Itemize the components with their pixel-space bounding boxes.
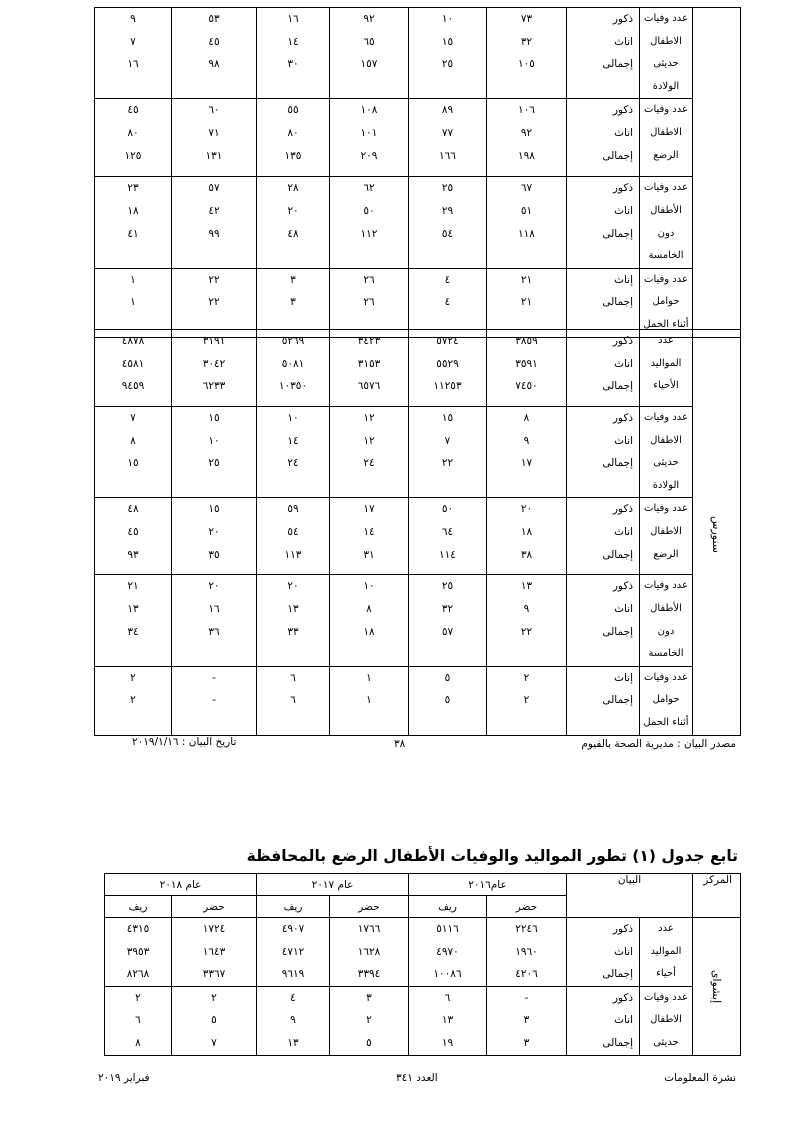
- value-cell: ٥٩ ٥٤ ١١٣: [257, 498, 330, 575]
- value-cell: ٦٢ ٥٠ ١١٢: [330, 177, 409, 268]
- value-cell: ٥٧ ٤٢ ٩٩: [172, 177, 257, 268]
- indicator-cell: عدد وفيات حوامل أثناء الحمل: [640, 268, 693, 337]
- value-cell: ٢ ٦ ٨: [105, 986, 172, 1055]
- footer-date: فبراير ٢٠١٩: [98, 1072, 150, 1084]
- bottom-table: [104, 873, 741, 1056]
- indicator-cell: عدد المواليد أحياء: [640, 918, 693, 987]
- sex-cell: ذكور اناث إجمالى: [567, 99, 640, 177]
- value-cell: ٤٨ ٤٥ ٩٣: [95, 498, 172, 575]
- rural-header: ريف: [257, 896, 330, 918]
- value-cell: ١٠ ١٥ ٢٥: [409, 8, 487, 99]
- urban-header: حضر: [487, 896, 567, 918]
- value-cell: ١٦ ١٤ ٣٠: [257, 8, 330, 99]
- value-cell: ٢٠ ١٣ ٣٣: [257, 575, 330, 666]
- value-cell: ١٠٦ ٩٢ ١٩٨: [487, 99, 567, 177]
- value-cell: ٧٣ ٣٢ ١٠٥: [487, 8, 567, 99]
- indicator-cell: عدد وفيات الاطفال حديثى: [640, 986, 693, 1055]
- indicator-cell: عدد وفيات الاطفال الرضع: [640, 99, 693, 177]
- value-cell: ٤٩٠٧ ٤٧١٢ ٩٦١٩: [257, 918, 330, 987]
- footer-issue: العدد ٣٤١: [396, 1072, 438, 1084]
- value-cell: ١٥ ١٠ ٢٥: [172, 407, 257, 498]
- sex-cell: إناث إجمالى: [567, 268, 640, 337]
- value-cell: ٥ ٥: [409, 666, 487, 735]
- indicator-cell: عدد وفيات حوامل أثناء الحمل: [640, 666, 693, 735]
- sex-cell: إناث إجمالى: [567, 666, 640, 735]
- value-cell: ١٠٨ ١٠١ ٢٠٩: [330, 99, 409, 177]
- statement-header: البيان: [567, 874, 693, 918]
- sex-cell: ذكور اناث إجمالى: [567, 918, 640, 987]
- center-cell: [693, 918, 741, 1056]
- value-cell: ٥٢٦٩ ٥٠٨١ ١٠٣٥٠: [257, 330, 330, 407]
- value-cell: ١٣ ٩ ٢٢: [487, 575, 567, 666]
- value-cell: ٢١ ٢١: [487, 268, 567, 337]
- center-name: إبشواى: [710, 969, 723, 1003]
- source-caption: مصدر البيان : مديرية الصحة بالفيوم: [581, 738, 736, 750]
- sex-cell: ذكور اناث إجمالى: [567, 8, 640, 99]
- center-cell: [693, 330, 741, 736]
- top-table-part-1: [94, 7, 741, 338]
- value-cell: ٩ ٧ ١٦: [95, 8, 172, 99]
- value-cell: - -: [172, 666, 257, 735]
- year-header-2017: عام ٢٠١٧: [257, 874, 409, 896]
- sex-cell: ذكور اناث إجمالى: [567, 330, 640, 407]
- table-title: تابع جدول (١) تطور المواليد والوفيات الأطفال الرضع بالمحافظة: [246, 847, 738, 865]
- value-cell: ٥٧٢٤ ٥٥٢٩ ١١٢٥٣: [409, 330, 487, 407]
- value-cell: ٢٣ ١٨ ٤١: [95, 177, 172, 268]
- value-cell: ٦ ١٣ ١٩: [409, 986, 487, 1055]
- value-cell: ١ ١: [330, 666, 409, 735]
- value-cell: ٦٧ ٥١ ١١٨: [487, 177, 567, 268]
- center-name: سنورس: [710, 515, 723, 553]
- indicator-cell: عدد وفيات الأطفال دون الخامسة: [640, 575, 693, 666]
- value-cell: ١٧٦٦ ١٦٢٨ ٣٣٩٤: [330, 918, 409, 987]
- value-cell: ٢ ٢: [487, 666, 567, 735]
- value-cell: ٣ ٢ ٥: [330, 986, 409, 1055]
- indicator-cell: عدد المواليد الأحياء: [640, 330, 693, 407]
- value-cell: ٢١ ١٣ ٣٤: [95, 575, 172, 666]
- value-cell: ٢٥ ٣٢ ٥٧: [409, 575, 487, 666]
- value-cell: ٨ ٩ ١٧: [487, 407, 567, 498]
- value-cell: ٤٣١٥ ٣٩٥٣ ٨٢٦٨: [105, 918, 172, 987]
- data-date-caption: تاريخ البيان : ٢٠١٩/١/١٦: [132, 736, 237, 748]
- urban-header: حضر: [172, 896, 257, 918]
- value-cell: ٥٣ ٤٥ ٩٨: [172, 8, 257, 99]
- value-cell: ٢٦ ٢٦: [330, 268, 409, 337]
- value-cell: ٢٠ ١٨ ٣٨: [487, 498, 567, 575]
- value-cell: ٥٠ ٦٤ ١١٤: [409, 498, 487, 575]
- rural-header: ريف: [409, 896, 487, 918]
- top-table-part-2: [94, 329, 741, 736]
- indicator-cell: عدد وفيات الاطفال حديثى الولادة: [640, 407, 693, 498]
- value-cell: ٤ ٩ ١٣: [257, 986, 330, 1055]
- indicator-cell: عدد وفيات الأطفال دون الخامسة: [640, 177, 693, 268]
- value-cell: ٢ ٢: [95, 666, 172, 735]
- value-cell: ٢٢ ٢٢: [172, 268, 257, 337]
- value-cell: ١٢ ١٢ ٢٤: [330, 407, 409, 498]
- value-cell: ١٧ ١٤ ٣١: [330, 498, 409, 575]
- value-cell: ٣٤٢٣ ٣١٥٣ ٦٥٧٦: [330, 330, 409, 407]
- indicator-cell: عدد وفيات الاطفال الرضع: [640, 498, 693, 575]
- sex-cell: ذكور اناث إجمالى: [567, 575, 640, 666]
- value-cell: ٥٥ ٨٠ ١٣٥: [257, 99, 330, 177]
- value-cell: ١ ١: [95, 268, 172, 337]
- value-cell: ٤٥ ٨٠ ١٢٥: [95, 99, 172, 177]
- sex-cell: ذكور اناث إجمالى: [567, 177, 640, 268]
- page-number: ٣٨: [394, 738, 406, 750]
- sex-cell: ذكور اناث إجمالى: [567, 498, 640, 575]
- value-cell: ١٠ ٨ ١٨: [330, 575, 409, 666]
- value-cell: ٢ ٥ ٧: [172, 986, 257, 1055]
- indicator-cell: عدد وفيات الاطفال حديثى الولادة: [640, 8, 693, 99]
- value-cell: ٨٩ ٧٧ ١٦٦: [409, 99, 487, 177]
- value-cell: ٤ ٤: [409, 268, 487, 337]
- value-cell: ٣ ٣: [257, 268, 330, 337]
- value-cell: ٦ ٦: [257, 666, 330, 735]
- value-cell: ٤٨٧٨ ٤٥٨١ ٩٤٥٩: [95, 330, 172, 407]
- value-cell: ٥١١٦ ٤٩٧٠ ١٠٠٨٦: [409, 918, 487, 987]
- value-cell: ١٥ ٢٠ ٣٥: [172, 498, 257, 575]
- sex-cell: ذكور اناث إجمالى: [567, 986, 640, 1055]
- value-cell: ١٧٢٤ ١٦٤٣ ٣٣٦٧: [172, 918, 257, 987]
- urban-header: حضر: [330, 896, 409, 918]
- year-header-2016: عام٢٠١٦: [409, 874, 567, 896]
- value-cell: ١٥ ٧ ٢٢: [409, 407, 487, 498]
- value-cell: ٢٠ ١٦ ٣٦: [172, 575, 257, 666]
- value-cell: - ٣ ٣: [487, 986, 567, 1055]
- value-cell: ٧ ٨ ١٥: [95, 407, 172, 498]
- value-cell: ٢٥ ٢٩ ٥٤: [409, 177, 487, 268]
- center-cell: [693, 8, 741, 338]
- center-header: المركز: [693, 874, 741, 918]
- value-cell: ٢٨ ٢٠ ٤٨: [257, 177, 330, 268]
- year-header-2018: عام ٢٠١٨: [105, 874, 257, 896]
- sex-cell: ذكور اناث إجمالى: [567, 407, 640, 498]
- value-cell: ٩٢ ٦٥ ١٥٧: [330, 8, 409, 99]
- value-cell: ١٠ ١٤ ٢٤: [257, 407, 330, 498]
- value-cell: ٣٨٥٩ ٣٥٩١ ٧٤٥٠: [487, 330, 567, 407]
- value-cell: ٢٢٤٦ ١٩٦٠ ٤٢٠٦: [487, 918, 567, 987]
- value-cell: ٣١٩١ ٣٠٤٢ ٦٢٣٣: [172, 330, 257, 407]
- value-cell: ٦٠ ٧١ ١٣١: [172, 99, 257, 177]
- rural-header: ريف: [105, 896, 172, 918]
- footer-publication: نشرة المعلومات: [664, 1072, 736, 1084]
